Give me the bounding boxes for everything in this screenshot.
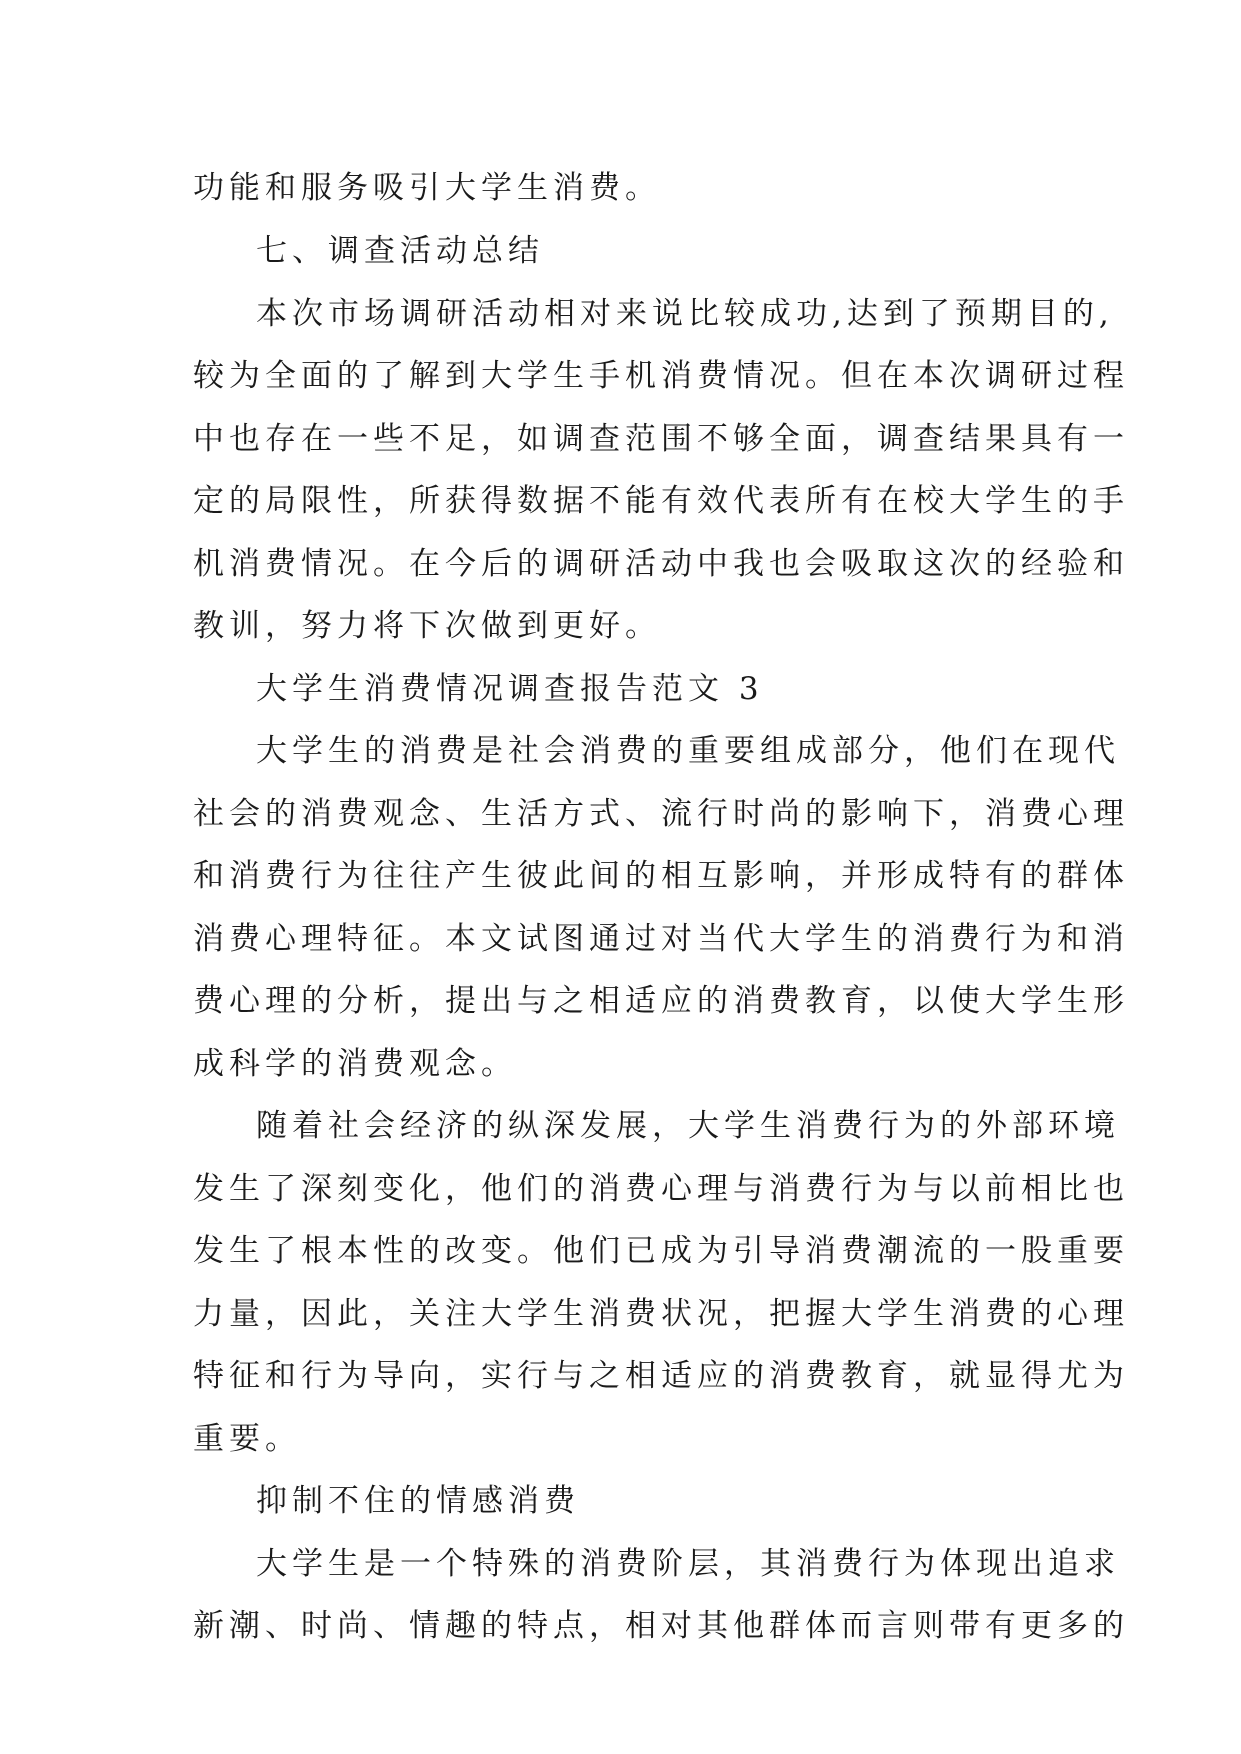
text-line: 重要。 bbox=[193, 1421, 301, 1457]
text-line: 中也存在一些不足，如调查范围不够全面，调查结果具有一 bbox=[193, 421, 1129, 457]
text-line: 大学生是一个特殊的消费阶层，其消费行为体现出追求 bbox=[256, 1546, 1120, 1582]
section-heading: 七、调查活动总结 bbox=[256, 233, 544, 269]
text-line: 教训，努力将下次做到更好。 bbox=[193, 608, 661, 644]
text-line: 发生了根本性的改变。他们已成为引导消费潮流的一股重要 bbox=[193, 1233, 1129, 1269]
text-line: 费心理的分析，提出与之相适应的消费教育，以使大学生形 bbox=[193, 983, 1129, 1019]
text-line: 功能和服务吸引大学生消费。 bbox=[193, 170, 661, 206]
text-line: 定的局限性，所获得数据不能有效代表所有在校大学生的手 bbox=[193, 483, 1129, 519]
text-line: 本次市场调研活动相对来说比较成功,达到了预期目的, bbox=[256, 296, 1114, 332]
section-heading: 抑制不住的情感消费 bbox=[256, 1483, 580, 1519]
text-line: 较为全面的了解到大学生手机消费情况。但在本次调研过程 bbox=[193, 358, 1129, 394]
text-line: 大学生的消费是社会消费的重要组成部分，他们在现代 bbox=[256, 733, 1120, 769]
text-line: 机消费情况。在今后的调研活动中我也会吸取这次的经验和 bbox=[193, 546, 1129, 582]
text-line: 发生了深刻变化，他们的消费心理与消费行为与以前相比也 bbox=[193, 1171, 1129, 1207]
document-title: 大学生消费情况调查报告范文 3 bbox=[256, 671, 764, 707]
text-line: 消费心理特征。本文试图通过对当代大学生的消费行为和消 bbox=[193, 921, 1129, 957]
text-line: 新潮、时尚、情趣的特点，相对其他群体而言则带有更多的 bbox=[193, 1608, 1129, 1644]
text-line: 随着社会经济的纵深发展，大学生消费行为的外部环境 bbox=[256, 1108, 1120, 1144]
text-line: 成科学的消费观念。 bbox=[193, 1046, 517, 1082]
text-line: 和消费行为往往产生彼此间的相互影响，并形成特有的群体 bbox=[193, 858, 1129, 894]
text-line: 社会的消费观念、生活方式、流行时尚的影响下，消费心理 bbox=[193, 796, 1129, 832]
text-line: 特征和行为导向，实行与之相适应的消费教育，就显得尤为 bbox=[193, 1358, 1129, 1394]
text-line: 力量，因此，关注大学生消费状况，把握大学生消费的心理 bbox=[193, 1296, 1129, 1332]
